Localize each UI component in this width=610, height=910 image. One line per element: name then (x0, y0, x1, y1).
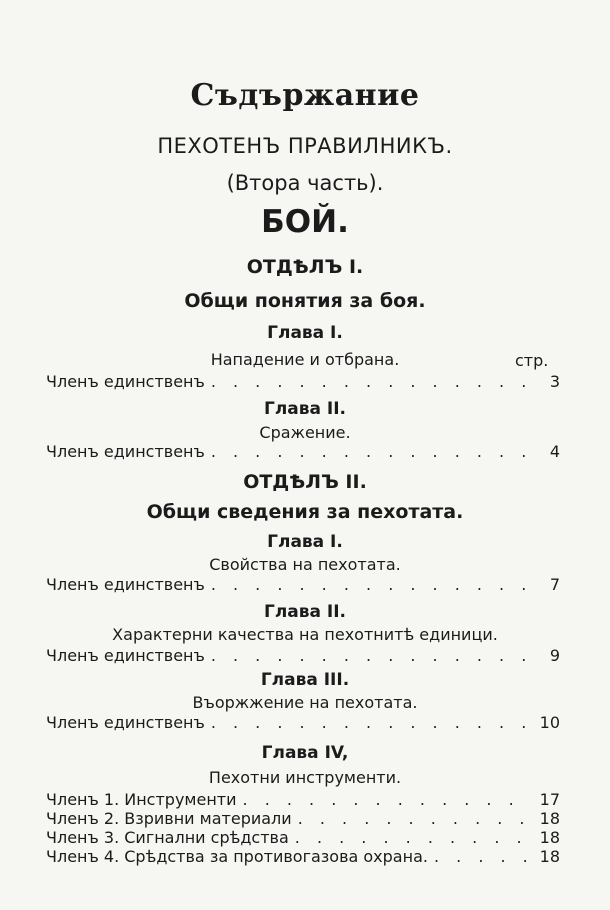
toc-entry (46, 646, 560, 666)
section-2-label: ОТДѢЛЪ II. (243, 471, 367, 493)
s2-chapter-3-title: Въоржжение на пехотата. (192, 693, 418, 712)
toc-entry-page: 17 (539, 790, 560, 809)
toc-entry-page: 18 (539, 847, 560, 866)
leader-dots (298, 809, 532, 828)
leader-dots (211, 646, 532, 665)
toc-entry (46, 713, 560, 733)
leader-dots (211, 575, 532, 594)
toc-entry (46, 372, 560, 392)
toc-entry-label: Членъ единственъ (46, 713, 205, 732)
toc-entry-label: Членъ 3. Сигнални срѣдства (46, 828, 289, 847)
toc-entry-label: Членъ единственъ (46, 575, 205, 594)
s2-chapter-1-title: Свойства на пехотата. (209, 555, 401, 574)
s2-chapter-3-label: Глава III. (260, 670, 350, 690)
section-2-title: Общи сведения за пехотата. (146, 501, 464, 523)
s1-chapter-2-title: Сражение. (259, 423, 351, 442)
section-1-title: Общи понятия за боя. (184, 290, 426, 312)
s1-chapter-1-title: Нападение и отбрана. (210, 350, 400, 369)
s1-chapter-1-label: Глава I. (267, 323, 343, 343)
toc-entry (46, 809, 560, 829)
toc-entry-page: 18 (539, 809, 560, 828)
toc-entry (46, 847, 560, 867)
topic-title: БОЙ. (261, 204, 349, 240)
toc-entry-label: Членъ 4. Срѣдства за противогазова охрана. (46, 847, 428, 866)
toc-entry (46, 575, 560, 595)
toc-entry-page: 3 (549, 372, 560, 391)
page-column-label: стр. (515, 351, 549, 370)
leader-dots (211, 372, 532, 391)
s2-chapter-4-title: Пехотни инструменти. (208, 768, 402, 787)
toc-entry-label: Членъ единственъ (46, 442, 205, 461)
leader-dots (211, 442, 532, 461)
leader-dots (295, 828, 532, 847)
toc-entry-page: 7 (549, 575, 560, 594)
s2-chapter-2-title: Характерни качества на пехотнитѣ единици. (112, 625, 498, 644)
leader-dots (211, 713, 532, 732)
toc-entry-page: 10 (539, 713, 560, 732)
s2-chapter-1-label: Глава I. (267, 532, 343, 552)
toc-entry-label: Членъ 2. Взривни материали (46, 809, 292, 828)
book-title: ПЕХОТЕНЪ ПРАВИЛНИКЪ. (157, 134, 453, 158)
toc-entry-label: Членъ 1. Инструменти (46, 790, 237, 809)
toc-entry (46, 828, 560, 848)
toc-entry-label: Членъ единственъ (46, 646, 205, 665)
toc-entry-page: 9 (549, 646, 560, 665)
part-title: (Втора часть). (226, 171, 384, 195)
s2-chapter-4-label: Глава IV, (261, 743, 349, 763)
leader-dots (243, 790, 532, 809)
leader-dots (434, 847, 532, 866)
page-title: Съдържание (190, 78, 420, 113)
toc-entry-page: 18 (539, 828, 560, 847)
toc-entry (46, 442, 560, 462)
toc-entry-page: 4 (549, 442, 560, 461)
toc-entry (46, 790, 560, 810)
s1-chapter-2-label: Глава II. (263, 399, 346, 419)
s2-chapter-2-label: Глава II. (263, 602, 346, 622)
section-1-label: ОТДѢЛЪ I. (246, 256, 364, 278)
toc-entry-label: Членъ единственъ (46, 372, 205, 391)
